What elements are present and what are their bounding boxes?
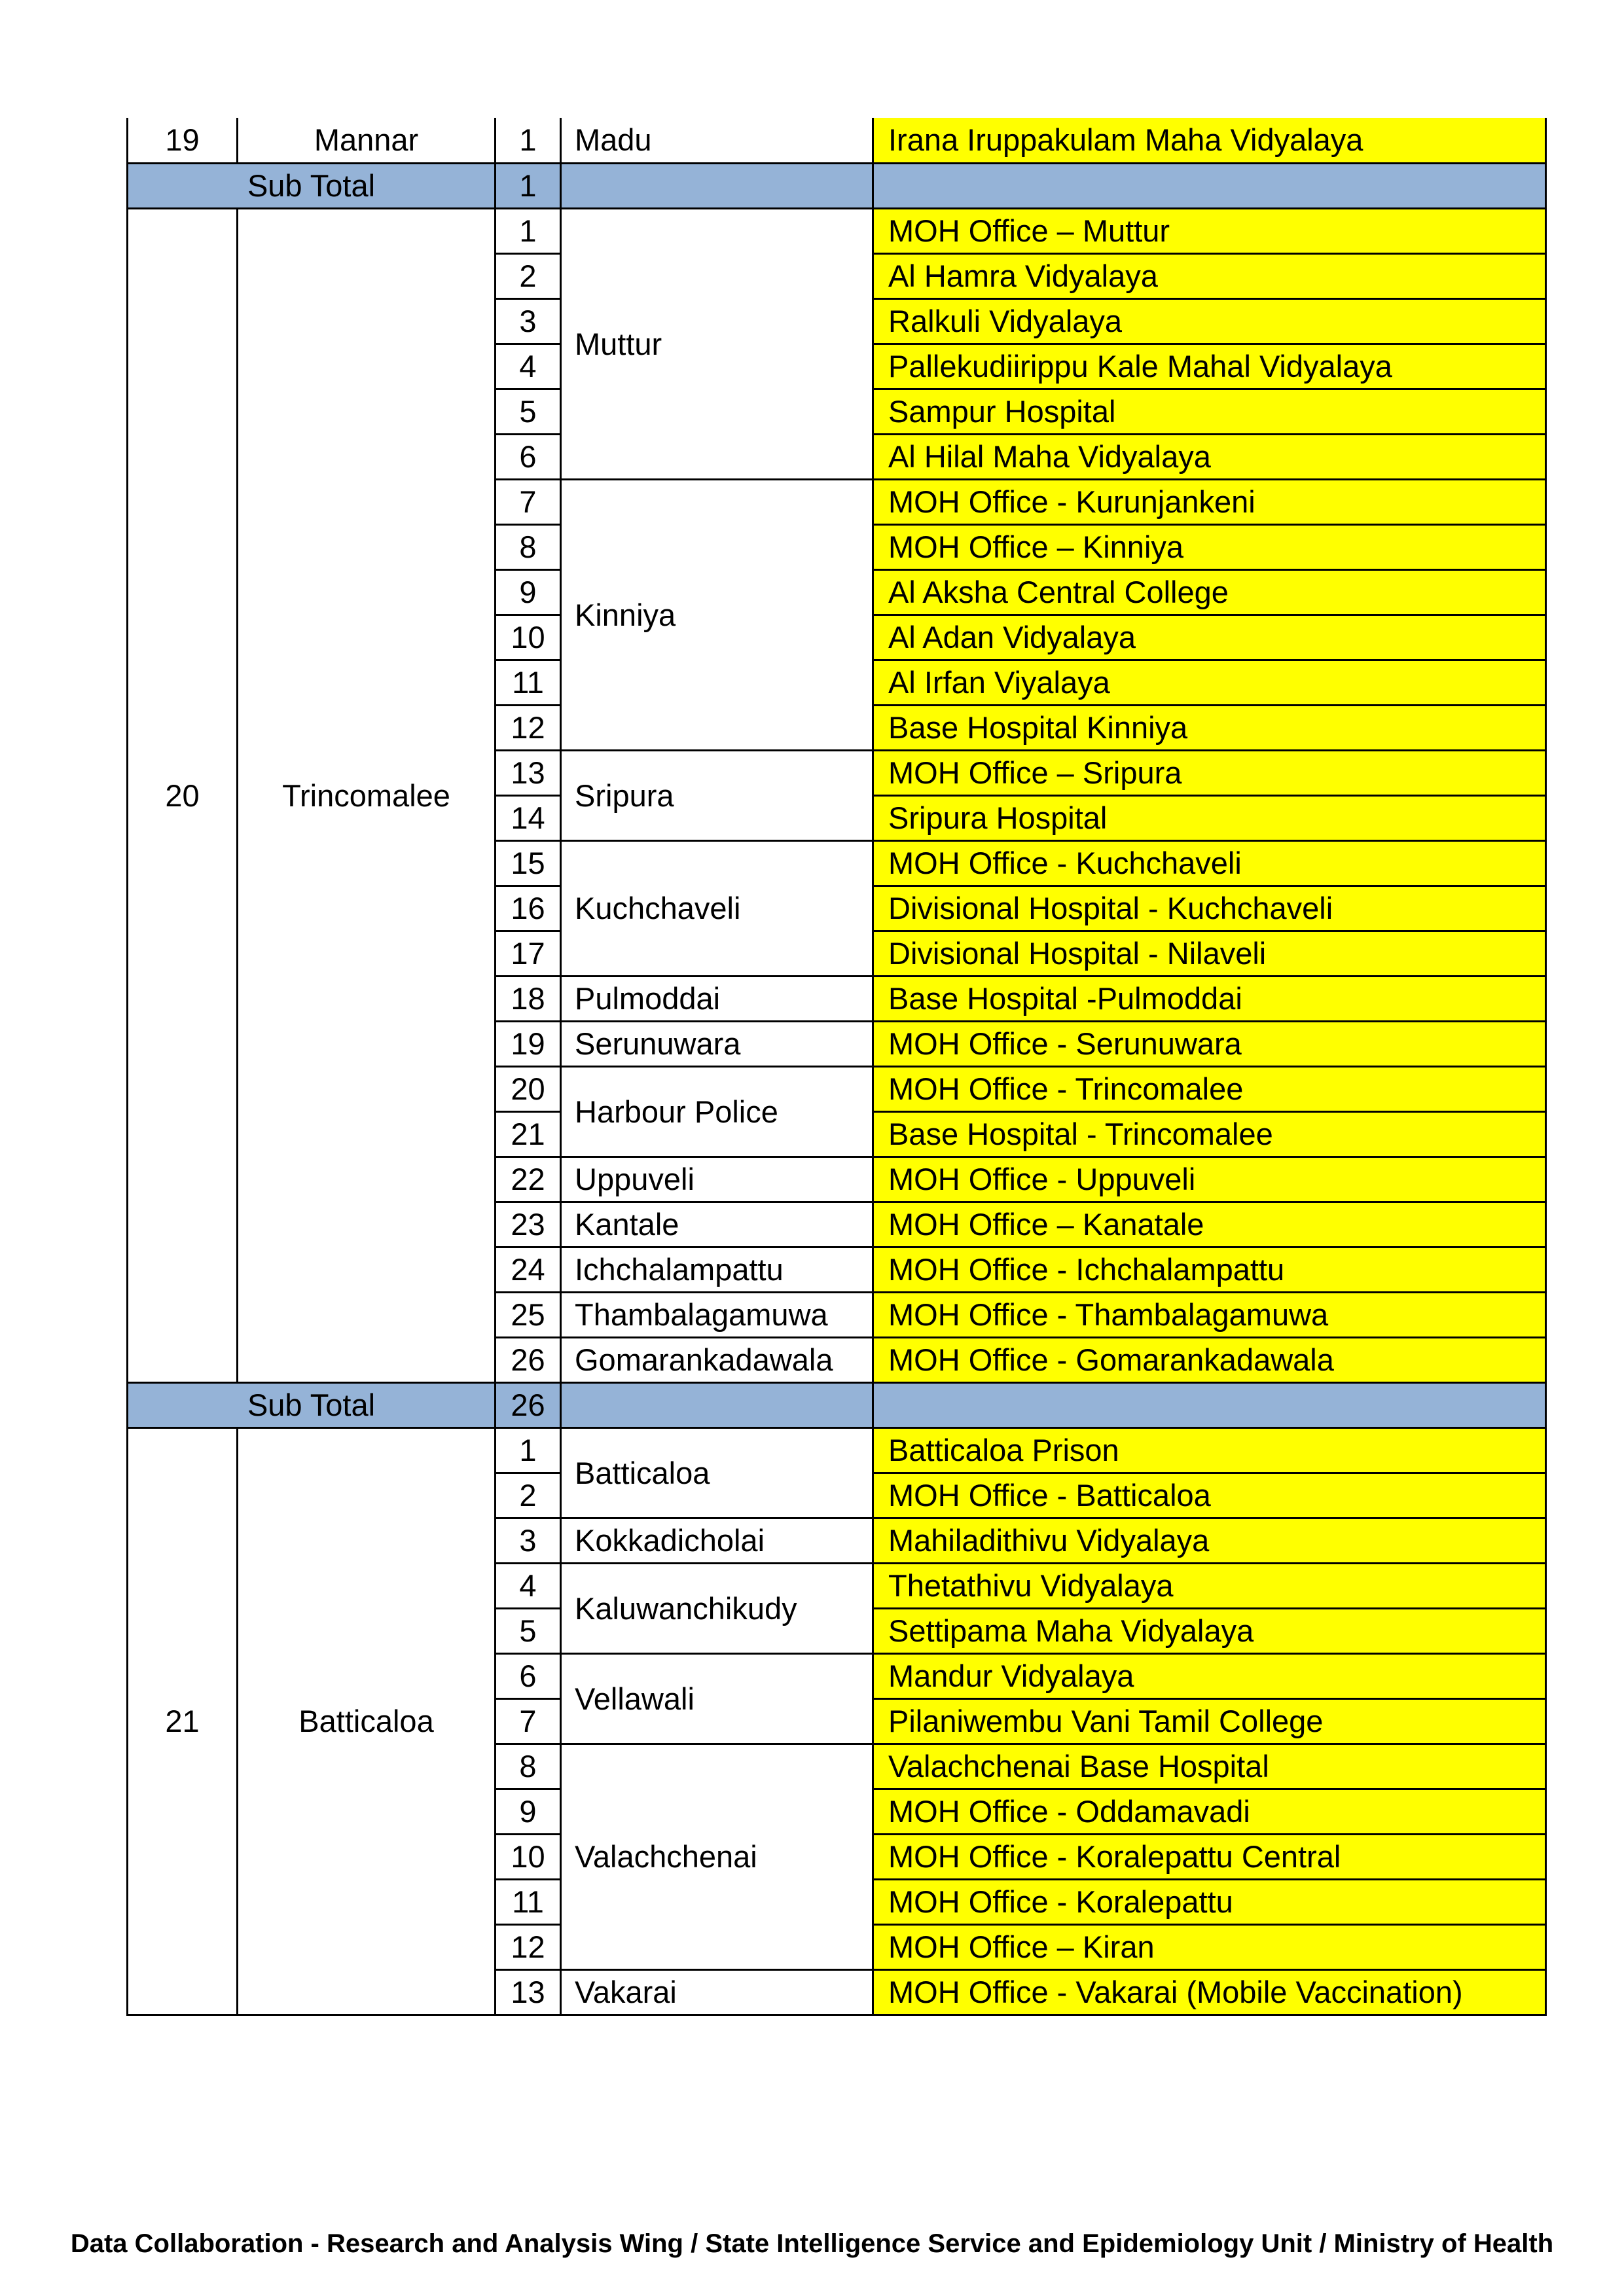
moh-area-cell: Valachchenai [561,1744,873,1969]
moh-area-cell: Ichchalampattu [561,1247,873,1292]
serial-number-cell: 12 [496,1924,561,1969]
moh-area-cell: Kinniya [561,479,873,750]
moh-area-cell: Kuchchaveli [561,840,873,976]
serial-number-cell: 17 [496,931,561,976]
vaccination-centre-cell: MOH Office – Kanatale [873,1202,1546,1247]
serial-number-cell: 13 [496,1969,561,2015]
moh-area-cell: Uppuveli [561,1157,873,1202]
moh-area-cell: Madu [561,118,873,163]
subtotal-row [128,163,1546,208]
moh-area-cell: Pulmoddai [561,976,873,1021]
moh-area-cell: Harbour Police [561,1066,873,1157]
district-number-cell: 21 [128,1427,238,2015]
serial-number-cell: 4 [496,1563,561,1608]
serial-number-cell: 3 [496,298,561,344]
serial-number-cell: 23 [496,1202,561,1247]
serial-number-cell: 1 [496,1427,561,1473]
serial-number-cell: 11 [496,1879,561,1924]
vaccination-centre-cell: Sampur Hospital [873,389,1546,434]
vaccination-centre-cell: MOH Office - Gomarankadawala [873,1337,1546,1382]
moh-area-cell: Kantale [561,1202,873,1247]
moh-area-cell: Sripura [561,750,873,840]
serial-number-cell: 7 [496,1698,561,1744]
table-row [128,118,1546,163]
vaccination-centre-cell: Valachchenai Base Hospital [873,1744,1546,1789]
vaccination-centre-cell: Sripura Hospital [873,795,1546,840]
vaccination-centre-cell: MOH Office - Oddamavadi [873,1789,1546,1834]
vaccination-centre-cell: Irana Iruppakulam Maha Vidyalaya [873,118,1546,163]
vaccination-centre-cell: MOH Office - Ichchalampattu [873,1247,1546,1292]
vaccination-centre-cell: Mahiladithivu Vidyalaya [873,1518,1546,1563]
serial-number-cell: 5 [496,1608,561,1653]
serial-number-cell: 20 [496,1066,561,1111]
serial-number-cell: 13 [496,750,561,795]
vaccination-centre-cell: MOH Office - Koralepattu Central [873,1834,1546,1879]
serial-number-cell: 26 [496,1337,561,1382]
vaccination-centre-cell: MOH Office - Trincomalee [873,1066,1546,1111]
serial-number-cell: 10 [496,1834,561,1879]
vaccination-centre-cell: MOH Office - Kuchchaveli [873,840,1546,886]
vaccination-centre-cell: MOH Office – Muttur [873,208,1546,253]
serial-number-cell: 22 [496,1157,561,1202]
vaccination-centre-cell: Batticaloa Prison [873,1427,1546,1473]
vaccination-centre-cell: MOH Office - Vakarai (Mobile Vaccination) [873,1969,1546,2015]
serial-number-cell: 1 [496,118,561,163]
serial-number-cell: 24 [496,1247,561,1292]
vaccination-centre-cell: MOH Office - Koralepattu [873,1879,1546,1924]
serial-number-cell: 2 [496,1473,561,1518]
district-name-cell: Trincomalee [238,208,496,1382]
moh-area-cell: Vellawali [561,1653,873,1744]
vaccination-centre-cell: Pilaniwembu Vani Tamil College [873,1698,1546,1744]
district-name-cell: Mannar [238,118,496,163]
vaccination-centre-cell: Mandur Vidyalaya [873,1653,1546,1698]
serial-number-cell: 18 [496,976,561,1021]
subtotal-empty-moh [561,1382,873,1427]
serial-number-cell: 1 [496,208,561,253]
vaccination-centre-cell: Base Hospital - Trincomalee [873,1111,1546,1157]
moh-area-cell: Thambalagamuwa [561,1292,873,1337]
serial-number-cell: 14 [496,795,561,840]
serial-number-cell: 21 [496,1111,561,1157]
serial-number-cell: 4 [496,344,561,389]
table-row [128,208,1546,253]
vaccination-centre-cell: Thetathivu Vidyalaya [873,1563,1546,1608]
subtotal-label: Sub Total [128,1382,496,1427]
district-number-cell: 19 [128,118,238,163]
serial-number-cell: 6 [496,434,561,479]
moh-area-cell: Serunuwara [561,1021,873,1066]
vaccination-centre-cell: Al Hilal Maha Vidyalaya [873,434,1546,479]
vaccination-centre-cell: Ralkuli Vidyalaya [873,298,1546,344]
moh-area-cell: Kaluwanchikudy [561,1563,873,1653]
serial-number-cell: 25 [496,1292,561,1337]
vaccination-centre-cell: Al Irfan Viyalaya [873,660,1546,705]
district-name-cell: Batticaloa [238,1427,496,2015]
subtotal-empty-place [873,1382,1546,1427]
vaccination-centre-cell: MOH Office – Sripura [873,750,1546,795]
serial-number-cell: 6 [496,1653,561,1698]
serial-number-cell: 3 [496,1518,561,1563]
vaccination-centre-cell: MOH Office - Kurunjankeni [873,479,1546,524]
serial-number-cell: 9 [496,569,561,615]
vaccination-centre-cell: Base Hospital -Pulmoddai [873,976,1546,1021]
serial-number-cell: 16 [496,886,561,931]
moh-area-cell: Batticaloa [561,1427,873,1518]
page-footer: Data Collaboration - Research and Analysis Wing / State Intelligence Service and Epidemiology Unit / Ministry of Health [70,2229,1554,2258]
moh-area-cell: Muttur [561,208,873,479]
serial-number-cell: 2 [496,253,561,298]
moh-area-cell: Vakarai [561,1969,873,2015]
moh-area-cell: Kokkadicholai [561,1518,873,1563]
vaccination-centre-cell: MOH Office - Batticaloa [873,1473,1546,1518]
district-number-cell: 20 [128,208,238,1382]
vaccination-centres-table [126,118,1547,2016]
subtotal-count: 26 [496,1382,561,1427]
serial-number-cell: 8 [496,524,561,569]
serial-number-cell: 10 [496,615,561,660]
serial-number-cell: 11 [496,660,561,705]
serial-number-cell: 15 [496,840,561,886]
vaccination-centre-cell: Settipama Maha Vidyalaya [873,1608,1546,1653]
vaccination-centre-cell: Pallekudiirippu Kale Mahal Vidyalaya [873,344,1546,389]
serial-number-cell: 5 [496,389,561,434]
subtotal-row [128,1382,1546,1427]
serial-number-cell: 19 [496,1021,561,1066]
serial-number-cell: 9 [496,1789,561,1834]
vaccination-centre-cell: Divisional Hospital - Kuchchaveli [873,886,1546,931]
subtotal-count: 1 [496,163,561,208]
serial-number-cell: 7 [496,479,561,524]
serial-number-cell: 12 [496,705,561,750]
vaccination-centre-cell: MOH Office – Kiran [873,1924,1546,1969]
vaccination-centre-cell: MOH Office - Serunuwara [873,1021,1546,1066]
vaccination-centre-cell: Divisional Hospital - Nilaveli [873,931,1546,976]
moh-area-cell: Gomarankadawala [561,1337,873,1382]
vaccination-centre-cell: MOH Office - Uppuveli [873,1157,1546,1202]
vaccination-centre-cell: MOH Office - Thambalagamuwa [873,1292,1546,1337]
vaccination-centre-cell: Base Hospital Kinniya [873,705,1546,750]
subtotal-empty-moh [561,163,873,208]
vaccination-centre-cell: MOH Office – Kinniya [873,524,1546,569]
table-row [128,1427,1546,1473]
vaccination-centre-cell: Al Hamra Vidyalaya [873,253,1546,298]
vaccination-centre-cell: Al Aksha Central College [873,569,1546,615]
subtotal-empty-place [873,163,1546,208]
subtotal-label: Sub Total [128,163,496,208]
serial-number-cell: 8 [496,1744,561,1789]
vaccination-centre-cell: Al Adan Vidyalaya [873,615,1546,660]
